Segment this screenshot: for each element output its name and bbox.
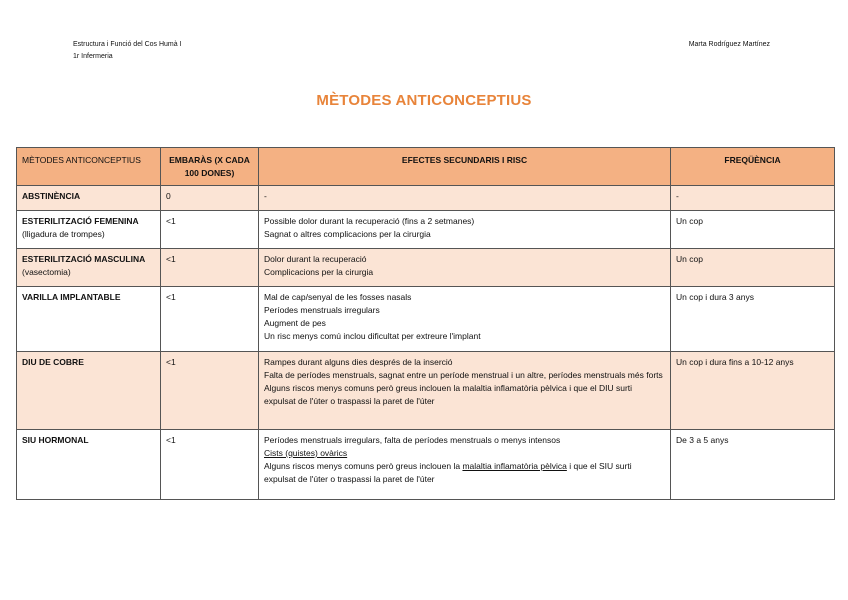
frequency: Un cop (671, 211, 835, 249)
table-row (17, 249, 835, 287)
document-header-left (73, 39, 182, 63)
table-header-row (17, 148, 835, 186)
column-header-side-effects: EFECTES SECUNDARIS I RISC (259, 148, 671, 186)
side-effects: Mal de cap/senyal de les fosses nasals Períodes menstruals irregulars Augment de pes Un risc menys comú inclou dificultat per extreure l'implant (259, 287, 671, 352)
frequency: Un cop (671, 249, 835, 287)
pregnancy-rate: <1 (161, 287, 259, 352)
method-name: VARILLA IMPLANTABLE (17, 287, 161, 352)
pregnancy-rate: <1 (161, 352, 259, 430)
column-header-frequency: FREQÜÈNCIA (671, 148, 835, 186)
table-row (17, 186, 835, 211)
frequency: De 3 a 5 anys (671, 430, 835, 500)
side-effects: Dolor durant la recuperació Complicacions per la cirurgia (259, 249, 671, 287)
frequency: - (671, 186, 835, 211)
side-effects: Rampes durant alguns dies després de la inserció Falta de períodes menstruals, sagnat entre un període menstrual i un altre, períodes menstruals més forts Alguns riscos menys comuns però greus inclouen la malaltia inflamatòria pèlvica i que el DIU surti expulsat de l'úter o traspassi la paret de l'úter (259, 352, 671, 430)
table-row (17, 352, 835, 430)
author-name: Marta Rodríguez Martínez (688, 41, 770, 48)
page-title: MÈTODES ANTICONCEPTIUS (316, 92, 532, 109)
pregnancy-rate: 0 (161, 186, 259, 211)
contraceptive-methods-table (16, 147, 835, 500)
method-name: DIU DE COBRE (17, 352, 161, 430)
side-effects: Períodes menstruals irregulars, falta de períodes menstruals o menys intensos Cists (quistes) ovàrics Alguns riscos menys comuns però greus inclouen la malaltia inflamatòria pèlvica i que el SIU surti expulsat de l'úter o traspassi la paret de l'úter (259, 430, 671, 500)
course-name: Estructura i Funció del Cos Humà I (73, 41, 182, 48)
ovarian-cysts-link: Cists (quistes) ovàrics (264, 448, 348, 458)
table-row (17, 287, 835, 352)
course-year: 1r Infermeria (73, 53, 113, 60)
method-name: ESTERILITZACIÓ FEMENINA (lligadura de trompes) (17, 211, 161, 249)
method-name: ESTERILITZACIÓ MASCULINA (vasectomia) (17, 249, 161, 287)
pregnancy-rate: <1 (161, 430, 259, 500)
pregnancy-rate: <1 (161, 211, 259, 249)
pregnancy-rate: <1 (161, 249, 259, 287)
side-effects: - (259, 186, 671, 211)
frequency: Un cop i dura fins a 10-12 anys (671, 352, 835, 430)
method-name: ABSTINÈNCIA (17, 186, 161, 211)
column-header-pregnancy: EMBARÀS (X CADA 100 DONES) (161, 148, 259, 186)
frequency: Un cop i dura 3 anys (671, 287, 835, 352)
pid-underlined: malaltia inflamatòria pèlvica (462, 461, 567, 471)
column-header-method: MÈTODES ANTICONCEPTIUS (17, 148, 161, 186)
side-effects: Possible dolor durant la recuperació (fins a 2 setmanes) Sagnat o altres complicacions per la cirurgia (259, 211, 671, 249)
table-row (17, 430, 835, 500)
table-row (17, 211, 835, 249)
method-name: SIU HORMONAL (17, 430, 161, 500)
